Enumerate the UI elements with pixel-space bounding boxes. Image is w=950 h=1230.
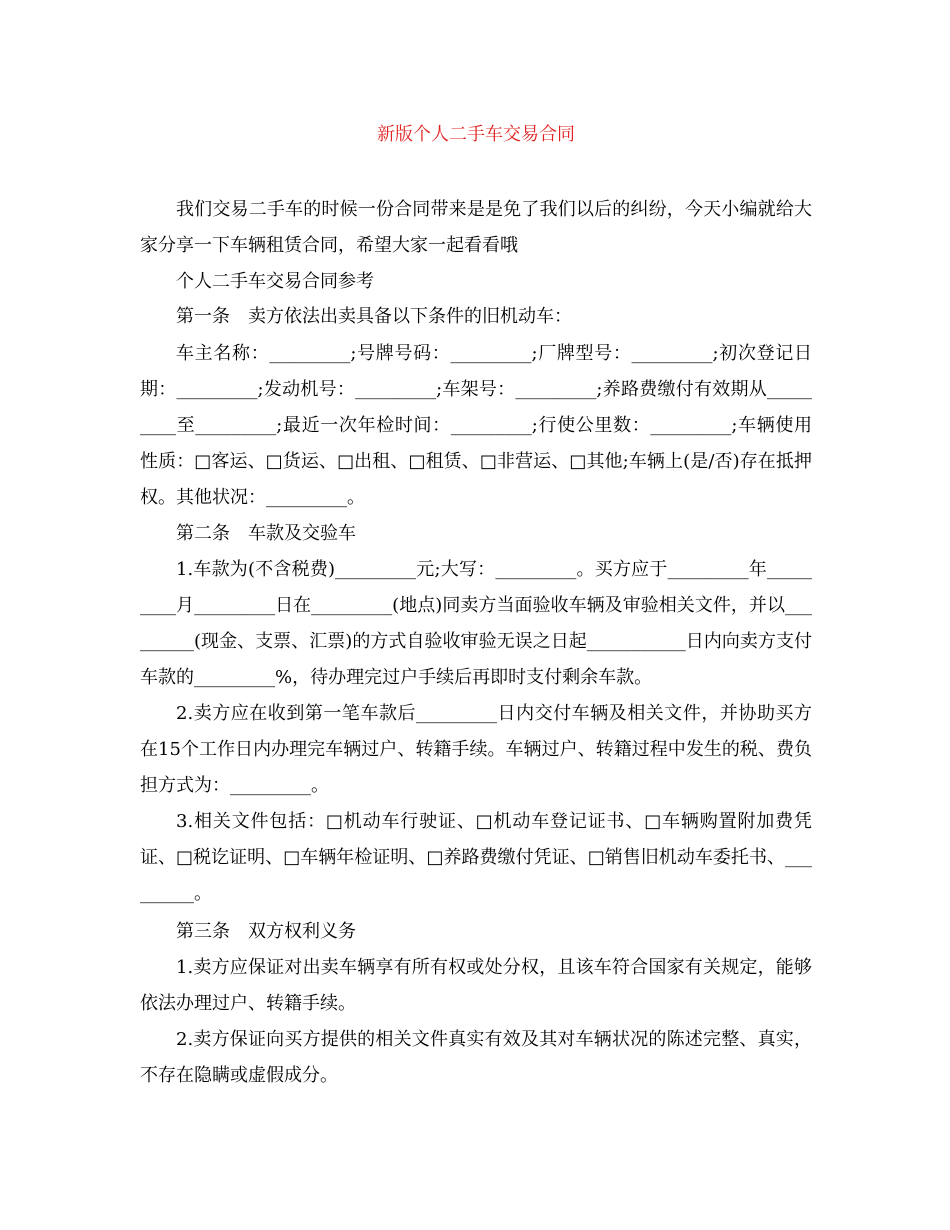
document-title: 新版个人二手车交易合同 bbox=[377, 124, 575, 145]
article-1-heading: 第一条 卖方依法出卖具备以下条件的旧机动车： bbox=[176, 306, 572, 327]
article-1-vehicle-details: 车主名称：_________;号牌号码：_________;厂牌型号：_________;初次登记日期：_________;发动机号：_________;车架号：_________;养路费缴付有效期从_________至_________;最近一次年检时间：_________;行使公里数：_________;车辆使用性质：□客运、□货运、□出租、□租赁、□非营运、□其他;车辆上(是/否)存在抵押权。其他状况：_________。 bbox=[140, 343, 812, 508]
intro-paragraph: 我们交易二手车的时候一份合同带来是是免了我们以后的纠纷，今天小编就给大家分享一下车辆租赁合同，希望大家一起看看哦 bbox=[140, 199, 812, 256]
article-2-heading: 第二条 车款及交验车 bbox=[176, 523, 356, 544]
article-2-clause-2: 2.卖方应在收到第一笔车款后_________日内交付车辆及相关文件，并协助买方在15个工作日内办理完车辆过户、转籍手续。车辆过户、转籍过程中发生的税、费负担方式为：_________。 bbox=[140, 703, 812, 796]
article-2-clause-3: 3.相关文件包括：□机动车行驶证、□机动车登记证书、□车辆购置附加费凭证、□税讫证明、□车辆年检证明、□养路费缴付凭证、□销售旧机动车委托书、_________。 bbox=[140, 811, 812, 904]
article-3-clause-1: 1.卖方应保证对出卖车辆享有所有权或处分权，且该车符合国家有关规定，能够依法办理过户、转籍手续。 bbox=[140, 957, 812, 1014]
reference-heading: 个人二手车交易合同参考 bbox=[176, 271, 374, 292]
article-2-clause-1: 1.车款为(不含税费)_________元;大写：_________。买方应于_________年_________月_________日在_________(地点)同卖方当面验收车辆及审验相关文件，并以_________(现金、支票、汇票)的方式自验收审验无误之日起___________日内向卖方支付车款的_________%，待办理完过户手续后再即时支付剩余车款。 bbox=[140, 559, 812, 688]
article-3-heading: 第三条 双方权利义务 bbox=[176, 921, 356, 942]
article-3-clause-2: 2.卖方保证向买方提供的相关文件真实有效及其对车辆状况的陈述完整、真实，不存在隐瞒或虚假成分。 bbox=[140, 1029, 812, 1086]
